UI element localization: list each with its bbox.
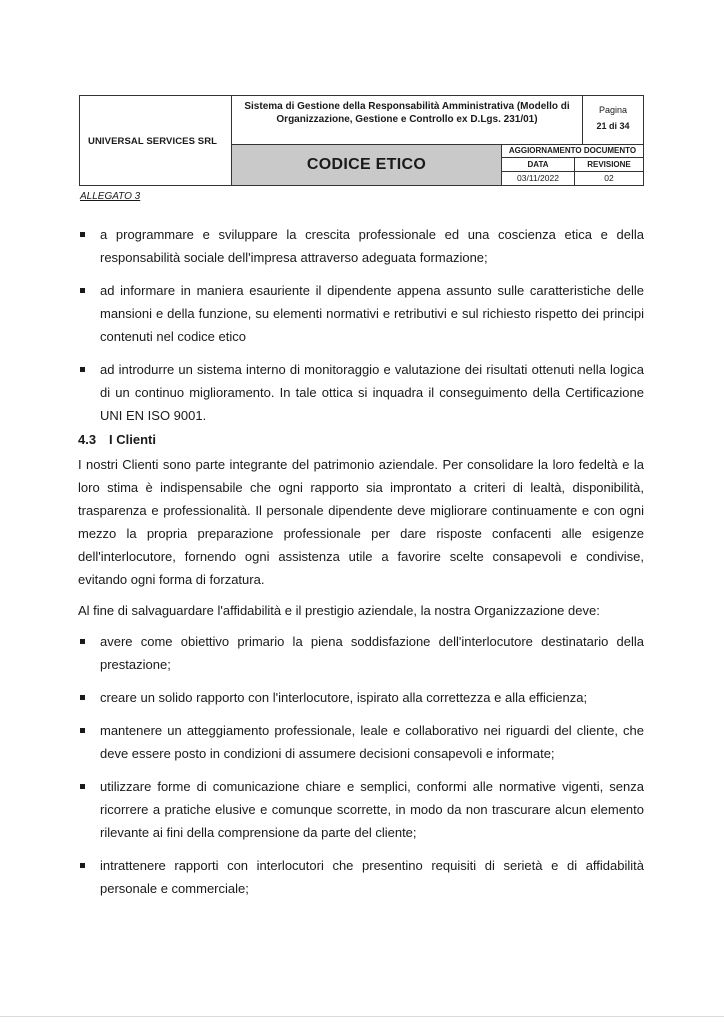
list-item xyxy=(78,686,644,709)
date-label: DATA xyxy=(502,158,575,172)
page-number-cell xyxy=(583,96,643,145)
paragraph: Al fine di salvaguardare l'affidabilità e il prestigio aziendale, la nostra Organizzazione deve: xyxy=(78,603,600,618)
list-item xyxy=(78,775,644,844)
document-header-table xyxy=(79,95,644,186)
section-heading xyxy=(78,432,156,447)
bullet-icon xyxy=(80,232,85,237)
revision-value: 02 xyxy=(604,173,614,183)
list-item-text: intrattenere rapporti con interlocutori che presentino requisiti di serietà e di affidabilità personale e commerciale; xyxy=(100,858,644,896)
list-item xyxy=(78,223,644,269)
page-value: 21 di 34 xyxy=(596,121,630,131)
bullet-icon xyxy=(80,367,85,372)
list-item-text: avere come obiettivo primario la piena soddisfazione dell'interlocutore destinatario della prestazione; xyxy=(100,634,644,672)
list-item xyxy=(78,719,644,765)
revision-label: REVISIONE xyxy=(575,158,643,172)
list-item-text: utilizzare forme di comunicazione chiare e semplici, conformi alle normative vigenti, senza ricorrere a pratiche elusive e comunque scorrette, in modo da non trascurare alcun elemento rilevante ai fini della comprensione da parte del cliente; xyxy=(100,779,644,840)
bullet-icon xyxy=(80,695,85,700)
list-item xyxy=(78,279,644,348)
bullet-icon xyxy=(80,728,85,733)
section-number: 4.3 xyxy=(78,432,97,447)
section-title: I Clienti xyxy=(109,432,156,447)
list-item xyxy=(78,358,644,427)
section-body xyxy=(78,453,644,910)
date-value: 03/11/2022 xyxy=(502,172,575,185)
system-title: Sistema di Gestione della Responsabilità Amministrativa (Modello di Organizzazione, Gestione e Controllo ex D.Lgs. 231/01) xyxy=(232,96,583,145)
list-item xyxy=(78,854,644,900)
doc-title-cell xyxy=(232,145,502,185)
list-item-text: a programmare e sviluppare la crescita professionale ed una coscienza etica e della responsabilità sociale dell'impresa attraverso adeguata formazione; xyxy=(100,227,644,265)
list-obligations xyxy=(78,223,644,437)
list-item xyxy=(78,630,644,676)
company-cell xyxy=(80,96,232,185)
bullet-icon xyxy=(80,288,85,293)
list-item-text: mantenere un atteggiamento professionale, leale e collaborativo nei riguardi del cliente, che deve essere posto in condizioni di assumere decisioni consapevoli e informate; xyxy=(100,723,644,761)
list-item-text: ad informare in maniera esauriente il dipendente appena assunto sulle caratteristiche delle mansioni e della funzione, su elementi normativi e retributivi e sul richiesto rispetto dei principi contenuti nel codice etico xyxy=(100,283,644,344)
bullet-icon xyxy=(80,639,85,644)
paragraph: I nostri Clienti sono parte integrante del patrimonio aziendale. Per consolidare la loro fedeltà e la loro stima è indispensabile che ogni rapporto sia improntato a criteri di lealtà, disponibilità, trasparenza e professionalità. Il personale dipendente deve migliorare continuamente e con ogni mezzo la propria preparazione professionale per dare risposte confacenti alle esigenze dell'interlocutore, fornendo ogni assistenza utile a favorire scelte consapevoli e condivise, evitando ogni forma di forzatura. xyxy=(78,457,644,587)
page-label: Pagina xyxy=(598,105,628,115)
allegato-label: ALLEGATO 3 xyxy=(80,191,141,202)
list-item-text: creare un solido rapporto con l'interlocutore, ispirato alla correttezza e alla efficienza; xyxy=(100,690,588,705)
company-name: UNIVERSAL SERVICES SRL xyxy=(88,136,218,147)
bullet-icon xyxy=(80,863,85,868)
list-item-text: ad introdurre un sistema interno di monitoraggio e valutazione dei risultati ottenuti nella logica di un continuo miglioramento. In tale ottica si inquadra il conseguimento della Certificazione UNI EN ISO 9001. xyxy=(100,362,644,423)
scan-edge-divider xyxy=(0,1016,724,1017)
update-label: AGGIORNAMENTO DOCUMENTO xyxy=(502,145,643,158)
doc-title: CODICE ETICO xyxy=(306,156,427,173)
bullet-icon xyxy=(80,784,85,789)
